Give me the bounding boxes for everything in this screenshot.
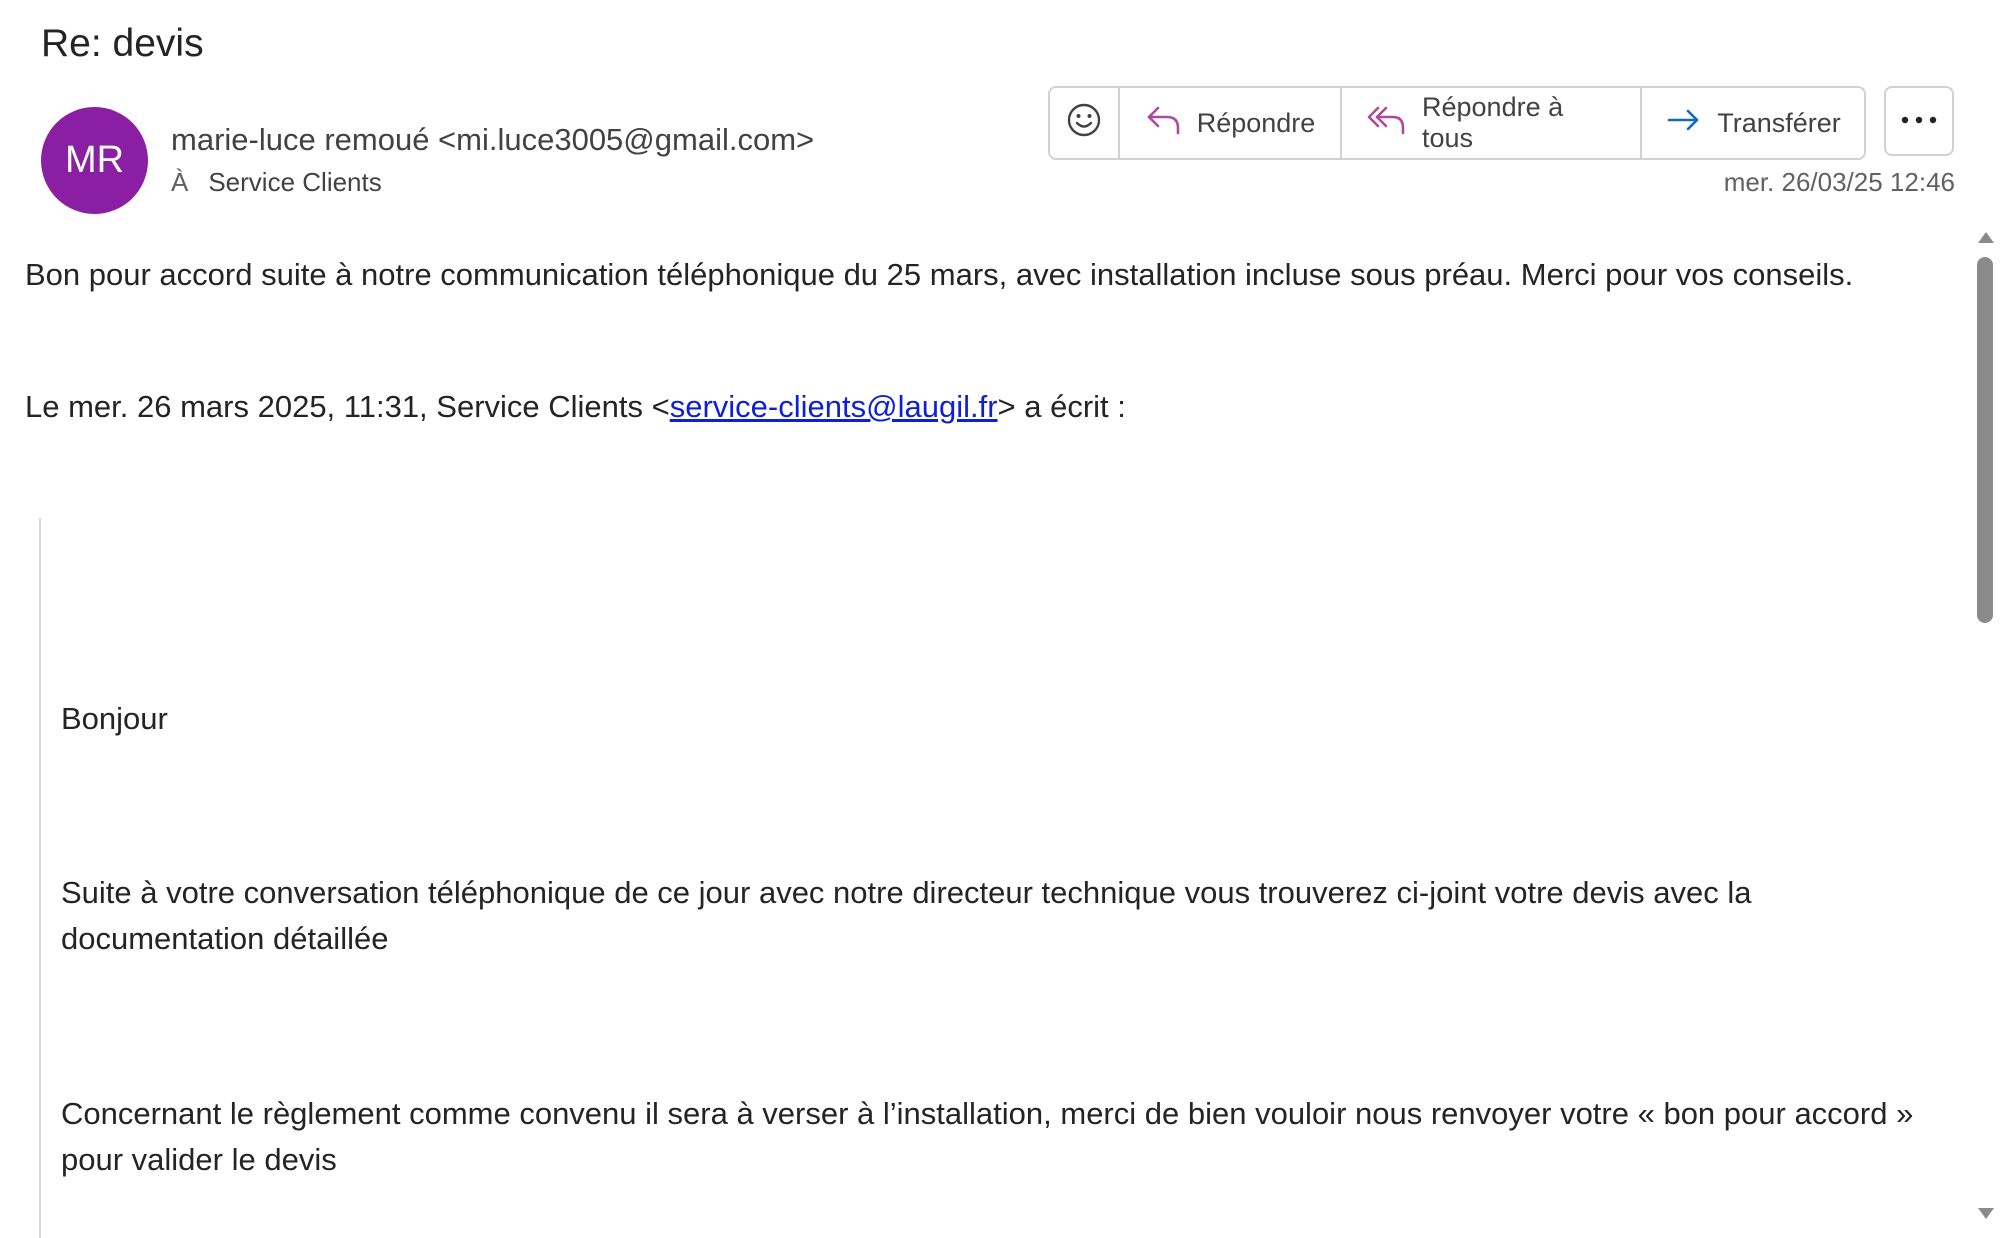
email-subject: Re: devis [41, 22, 204, 65]
scroll-down-arrow-icon[interactable] [1978, 1208, 1994, 1219]
quote-paragraph-1: Suite à votre conversation téléphonique de ce jour avec notre directeur technique vous trouverez ci-joint votre devis avec la documentation détaillée [61, 875, 1752, 956]
emoji-icon [1066, 102, 1102, 145]
reaction-button[interactable] [1050, 88, 1120, 158]
message-timestamp: mer. 26/03/25 12:46 [1723, 167, 1955, 197]
forward-icon [1665, 103, 1703, 144]
reply-all-icon [1366, 103, 1408, 144]
reply-all-button[interactable] [1342, 88, 1642, 158]
reply-icon [1145, 103, 1183, 144]
recipient-name[interactable]: Service Clients [208, 167, 382, 197]
quote-header-prefix: Le mer. 26 mars 2025, 11:31, Service Clients < [25, 389, 670, 424]
recipient-row [171, 167, 382, 198]
body-text: Bon pour accord suite à notre communication téléphonique du 25 mars, avec installation incluse sous préau. Merci pour vos conseils. [25, 257, 1854, 292]
more-icon [1899, 112, 1939, 130]
reply-all-label: Répondre à tous [1422, 92, 1564, 153]
quote-header-suffix: > a écrit : [997, 389, 1126, 424]
quote-header [25, 384, 1955, 430]
scroll-up-arrow-icon[interactable] [1978, 232, 1994, 243]
message-toolbar [1048, 86, 1866, 160]
quote-paragraph-2: Concernant le règlement comme convenu il sera à verser à l’installation, merci de bien vouloir nous renvoyer votre « bon pour accord » pour valider le devis [61, 1096, 1914, 1177]
avatar[interactable] [41, 107, 148, 214]
scrollbar-thumb[interactable] [1977, 257, 1993, 623]
reply-button[interactable] [1120, 88, 1342, 158]
message-body [25, 252, 1955, 430]
quoted-message [39, 518, 1961, 1238]
forward-button[interactable] [1642, 88, 1864, 158]
to-label: À [171, 167, 189, 197]
forward-label: Transférer [1717, 107, 1841, 138]
quote-greeting: Bonjour [61, 701, 168, 736]
vertical-scrollbar[interactable] [1972, 224, 1998, 1219]
more-actions-button[interactable] [1884, 86, 1954, 156]
quoted-sender-link[interactable]: service-clients@laugil.fr [669, 389, 998, 424]
sender-address[interactable]: marie-luce remoué <mi.luce3005@gmail.com> [171, 122, 815, 157]
reply-label: Répondre [1196, 107, 1316, 138]
avatar-initials: MR [64, 139, 125, 181]
